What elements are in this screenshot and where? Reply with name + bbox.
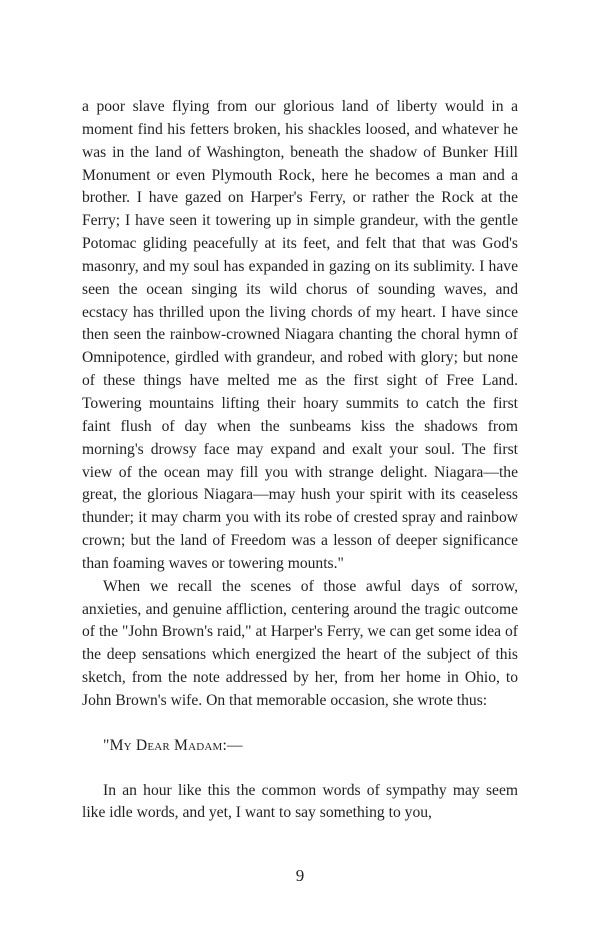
- page-number: 9: [295, 866, 305, 885]
- body-paragraph: When we recall the scenes of those awful days of sorrow, anxieties, and genuine affliction, centering around the tragic outcome of the "John Brown's raid," at Harper's Ferry, we can get some idea of the deep sensations which energized the heart of the subject of this sketch, from the note addressed by her, from her home in Ohio, to John Brown's wife. On that memorable occasion, she wrote thus:: [82, 577, 518, 709]
- body-paragraph-continued: a poor slave flying from our glorious land of liberty would in a moment find his fetters broken, his shackles loosed, and whatever he was in the land of Washington, beneath the shadow of Bunker Hill Monument or even Plymouth Rock, here he becomes a man and a brother. I have gazed on Harper's Ferry, or rather the Rock at the Ferry; I have seen it towering up in simple grandeur, with the gentle Potomac gliding peacefully at its feet, and felt that that was God's masonry, and my soul has expanded in gazing on its sublimity. I have seen the ocean singing its wild chorus of sounding waves, and ecstacy has thrilled upon the living chords of my heart. I have since then seen the rainbow-crowned Niagara chanting the choral hymn of Omnipotence, girdled with grandeur, and robed with glory; but none of these things have melted me as the first sight of Free Land. Towering mountains lifting their hoary summits to catch the first faint flush of day when the sunbeams kiss the shadows from morning's drowsy face may expand and exalt your soul. The first view of the ocean may fill you with strange delight. Niagara—the great, the glorious Niagara—may hush your spirit with its ceaseless thunder; it may charm you with its robe of crested spray and rainbow crown; but the land of Freedom was a lesson of deeper significance than foaming waves or towering mounts.": [82, 98, 518, 572]
- letter-paragraph: In an hour like this the common words of sympathy may seem like idle words, and yet, I want to say something to you,: [82, 781, 518, 822]
- page-text-block: [82, 96, 518, 825]
- letter-salutation: "My Dear Madam:—: [103, 736, 243, 754]
